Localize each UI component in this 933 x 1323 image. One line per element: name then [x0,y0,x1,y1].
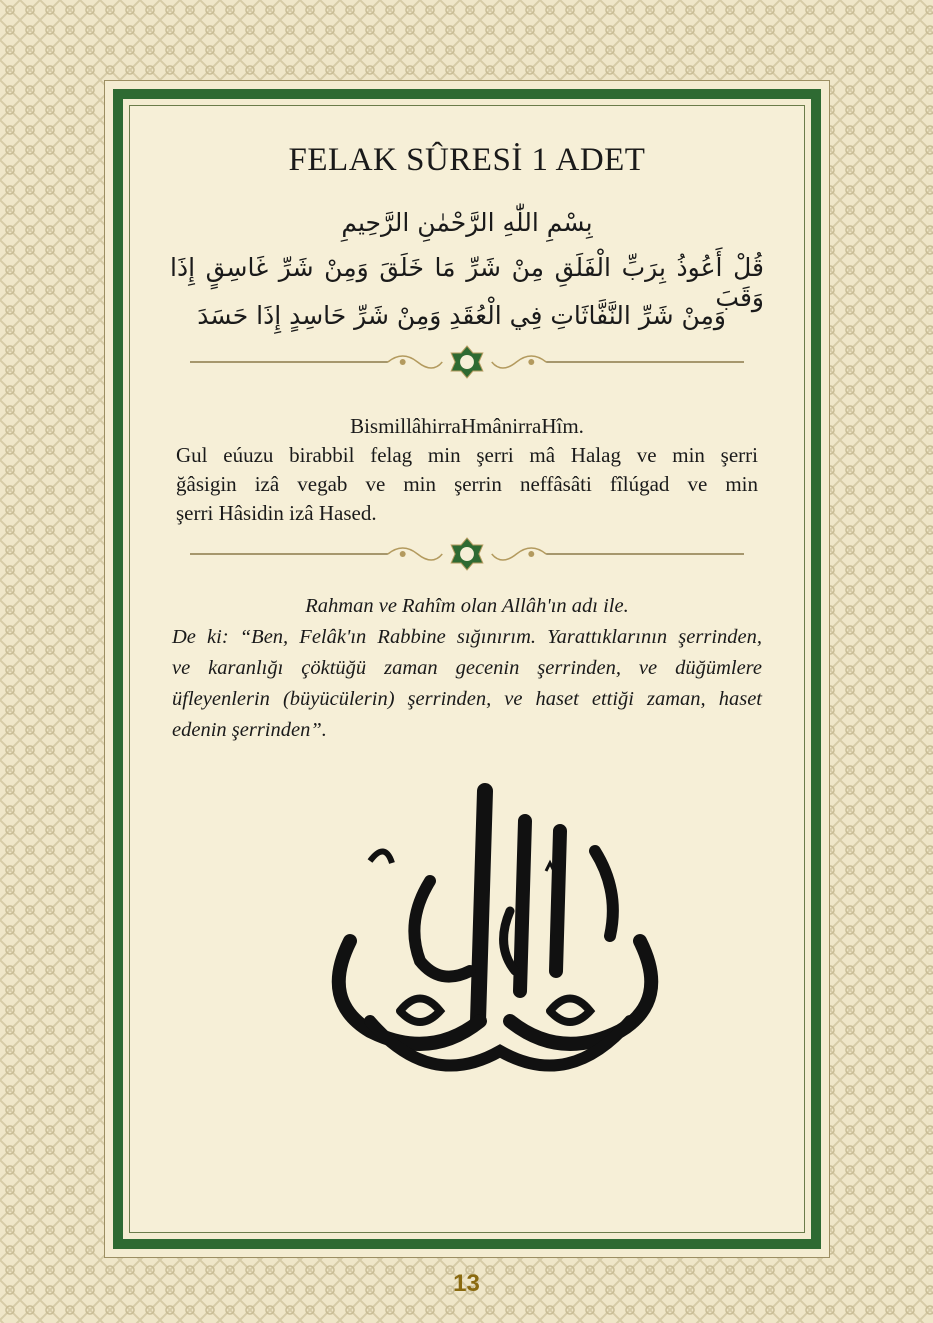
transliteration-block [176,412,758,528]
page-frame [104,80,830,1258]
page-number: 13 [453,1270,480,1297]
transliteration-line: Gul eúuzu birabbil felag min şerri mâ Halag ve min şerri [176,443,758,467]
turkish-meaning-block [172,591,762,746]
meaning-line: üfleyenlerin (büyücülerin) şerrinden, ve haset ettiği zaman, haset [172,688,762,710]
meaning-line: ve karanlığı çöktüğü zaman gecenin şerrinden, ve düğümlere [172,657,762,679]
ornamental-divider-1 [190,342,744,382]
transliteration-line: ğâsigin izâ vegab ve min şerrin neffâsâti fîlúgad ve min [176,472,758,496]
allah-calligraphy-emblem [310,771,690,1091]
arabic-verse-line-2: وَمِنْ شَرِّ النَّفَّاثَاتِ فِي الْعُقَدِ وَمِنْ شَرِّ حَاسِدٍ إِذَا حَسَدَ [197,301,726,330]
transliteration-line: BismillâhirraHmânirraHîm. [350,414,584,438]
content-panel [129,105,805,1233]
green-border [113,89,821,1249]
meaning-line: edenin şerrinden”. [172,719,327,741]
arabic-basmala: بِسْمِ اللّٰهِ الرَّحْمٰنِ الرَّحِيمِ [341,208,593,237]
meaning-line: Rahman ve Rahîm olan Allâh'ın adı ile. [305,595,629,617]
ornamental-divider-2 [190,534,744,574]
transliteration-line: şerri Hâsidin izâ Hased. [176,501,377,525]
page-title: FELAK SÛRESİ 1 ADET [288,142,646,178]
arabic-verse-line-1: قُلْ أَعُوذُ بِرَبِّ الْفَلَقِ مِنْ شَرِّ مَا خَلَقَ وَمِنْ شَرِّ غَاسِقٍ إِذَا وَقَبَ [170,253,764,312]
meaning-line: De ki: “Ben, Felâk'ın Rabbine sığınırım. Yarattıklarının şerrinden, [172,626,762,648]
